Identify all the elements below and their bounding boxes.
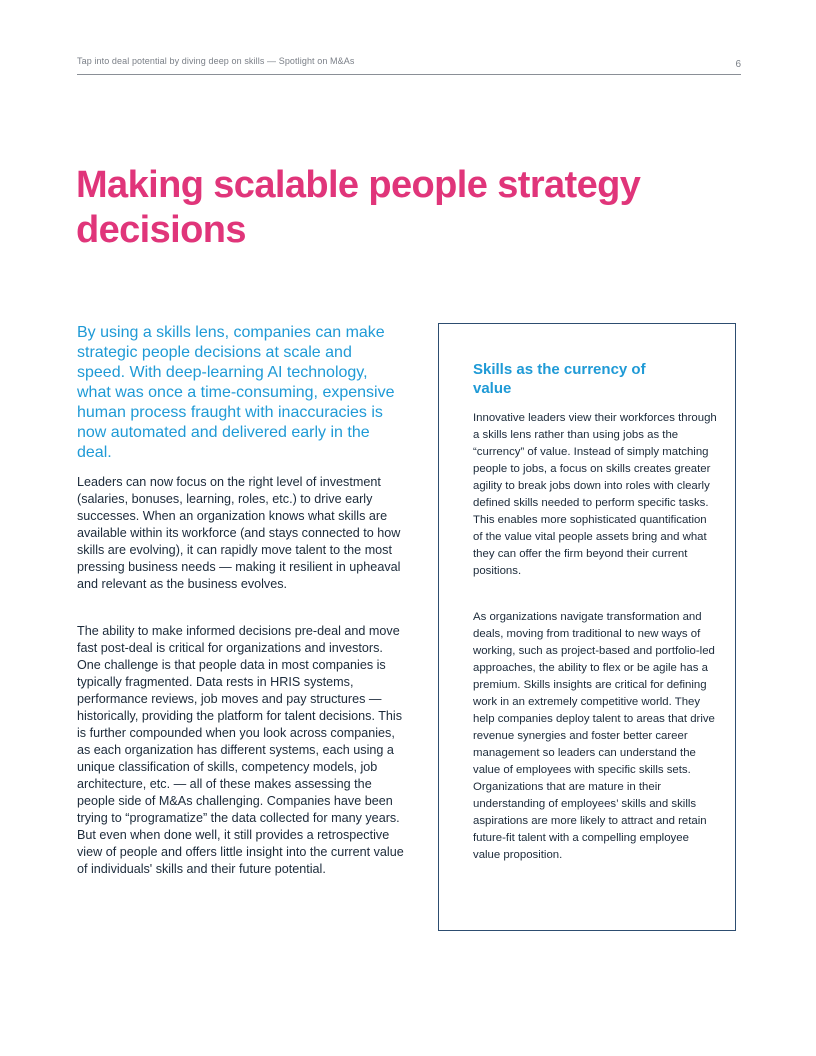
page-title: Making scalable people strategy decisions [76, 164, 641, 251]
page-number: 6 [735, 59, 741, 70]
header-divider [77, 74, 741, 75]
sidebar-paragraph: As organizations navigate transformation and deals, moving from traditional to new ways of working, such as project-based and portfolio-led approaches, the ability to flex or be agile has a premium. Skills insights are critical for defining work in an extremely competitive world. They help companies deploy talent to areas that drive revenue synergies and foster better career management so leaders can understand the value of employees with specific skills sets. Organizations that are mature in their understanding of employees’ skills and skills aspirations are more likely to attract and retain future-fit talent with a compelling employee value proposition. [473, 611, 715, 861]
lead-paragraph: By using a skills lens, companies can make strategic people decisions at scale and speed. With deep-learning AI technology, what was once a time-consuming, expensive human process fraught with inaccuracies is now automated and delivered early in the deal. [77, 324, 395, 461]
body-paragraph: The ability to make informed decisions pre-deal and move fast post-deal is critical for organizations and investors. One challenge is that people data in most companies is typically fragmented. Data rests in HRIS systems, performance reviews, job moves and pay structures — historically, providing the platform for talent decisions. This is further compounded when you look across companies, as each organization has different systems, each using a unique classification of skills, competency models, job architecture, etc. — all of these makes assessing the people side of M&As challenging. Companies have been trying to “programatize” the data collected for many years. But even when done well, it still provides a retrospective view of people and offers little insight into the current value of individuals' skills and their future potential. [77, 624, 404, 876]
sidebar-heading: Skills as the currency of value [473, 361, 646, 397]
body-paragraph: Leaders can now focus on the right level of investment (salaries, bonuses, learning, roles, etc.) to drive early successes. When an organization knows what skills are available within its workforce (and stays connected to how skills are evolving), it can rapidly move talent to the most pressing business needs — making it resilient in upheaval and relevant as the business evolves. [77, 475, 401, 591]
running-header: Tap into deal potential by diving deep on skills — Spotlight on M&As [77, 56, 355, 66]
sidebar-paragraph: Innovative leaders view their workforces through a skills lens rather than using jobs as the “currency” of value. Instead of simply matching people to jobs, a focus on skills creates greater agility to break jobs down into roles with clearly defined skills needed to perform specific tasks. This enables more sophisticated quantification of the value vital people assets bring and what they can offer the firm beyond their current positions. [473, 412, 717, 577]
